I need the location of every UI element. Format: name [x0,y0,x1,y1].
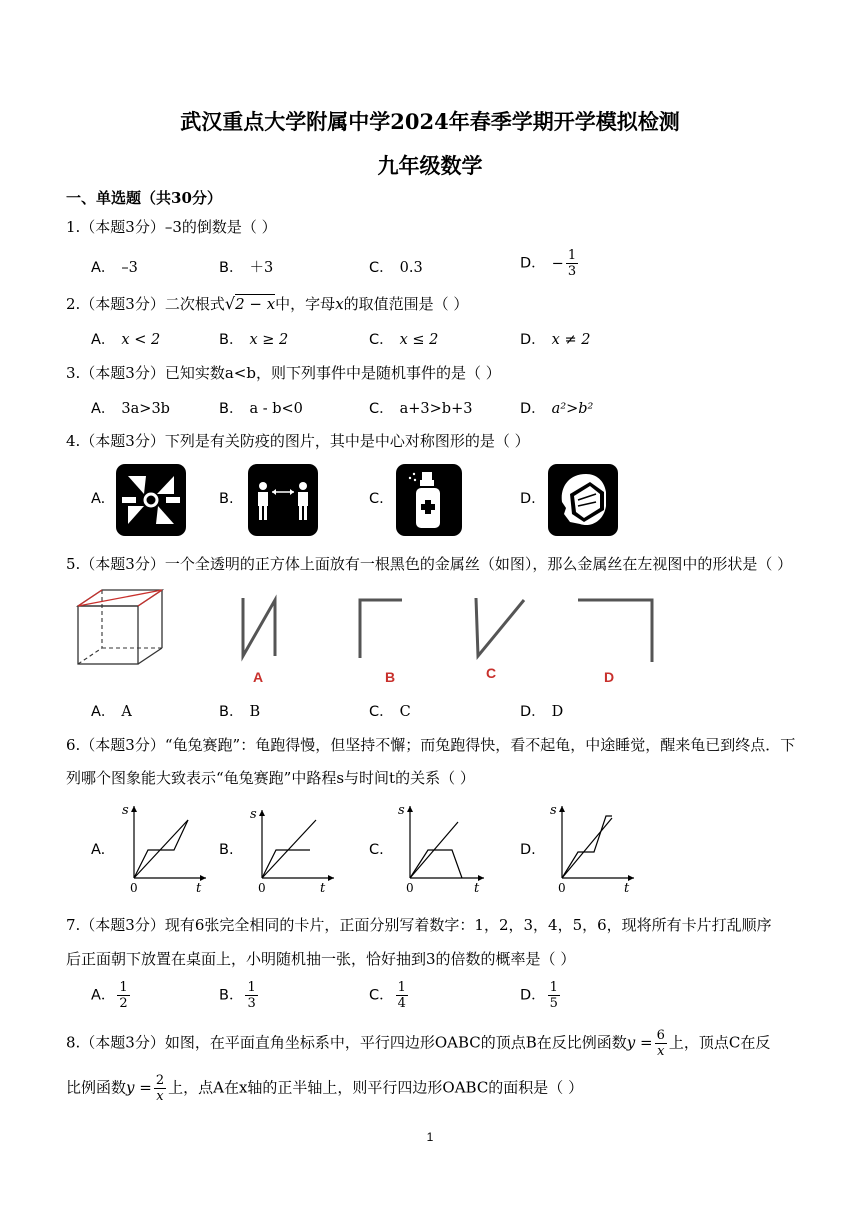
q1-option-b[interactable]: B． ＋3 [219,260,274,276]
question-6-stem-line2: 列哪个图象能大致表示“龟兔赛跑”中路程s与时间t的关系（ ） [66,769,475,787]
q7-option-c[interactable]: C． $\frac{1}{4}$ [369,980,406,1011]
section-heading: 一、单选题（共30分） [66,189,222,207]
svg-text:B: B [385,669,396,685]
q7-option-a[interactable]: A． $\frac{1}{2}$ [91,980,128,1011]
q3-option-c[interactable]: C． a+3>b+3 [369,401,473,417]
q5-option-c[interactable]: C． C [369,704,411,720]
q7-option-b[interactable]: B． $\frac{1}{3}$ [219,980,256,1011]
q6-graph-b [250,804,340,898]
spray-bottle-icon[interactable] [396,464,462,536]
question-8-stem-line1: 8.（本题3分）如图，在平面直角坐标系中，平行四边形OABC的顶点B在反比例函数y = $\frac{6}{x}$ 上，顶点C在反 [66,1028,771,1059]
q2-option-d[interactable]: D． x ≠ 2 [520,332,591,348]
question-1-stem: 1.（本题3分）–3的倒数是（ ） [66,218,277,236]
q5-figure-b [356,596,406,688]
q2-option-a[interactable]: A． x < 2 [91,332,161,348]
svg-text:s: s [550,803,557,818]
q6-graph-d [548,800,638,898]
fan-icon[interactable] [116,464,186,536]
svg-text:A: A [253,669,264,685]
face-mask-icon[interactable] [548,464,618,536]
svg-text:t: t [474,881,480,896]
question-4-stem: 4.（本题3分）下列是有关防疫的图片，其中是中心对称图形的是（ ） [66,432,530,450]
q6-option-b[interactable]: B. [219,842,234,858]
svg-text:s: s [398,803,405,818]
q7-option-d[interactable]: D． $\frac{1}{5}$ [520,980,558,1011]
q5-figure-c [472,594,528,682]
social-distance-icon[interactable] [248,464,318,536]
question-5-stem: 5.（本题3分）一个全透明的正方体上面放有一根黑色的金属丝（如图），那么金属丝在左视图中的形状是（ ） [66,555,793,573]
q6-option-c[interactable]: C. [369,842,384,858]
svg-text:t: t [624,881,630,896]
svg-text:t: t [320,881,326,896]
question-3-stem: 3.（本题3分）已知实数a<b，则下列事件中是随机事件的是（ ） [66,364,501,382]
q5-option-a[interactable]: A． A [91,704,132,720]
q1-option-d[interactable]: D． − $\frac{1}{3}$ [520,248,577,279]
q6-graph-c [396,800,488,898]
svg-text:0: 0 [258,881,266,895]
svg-text:0: 0 [558,881,566,895]
page-subtitle: 九年级数学 [377,153,483,178]
svg-text:0: 0 [130,881,138,895]
svg-text:s: s [250,807,257,822]
q5-option-b[interactable]: B． B [219,704,261,720]
page-number: 1 [426,1130,434,1144]
q3-option-b[interactable]: B． a - b<0 [219,401,303,417]
q4-option-d[interactable]: D. [520,491,536,507]
q1-option-c[interactable]: C． 0.3 [369,260,423,276]
q4-option-a[interactable]: A. [91,491,106,507]
question-8-stem-line2: 比例函数y = $\frac{2}{x}$ 上，点A在x轴的正半轴上，则平行四边形OABC的面积是（ ） [66,1073,584,1104]
q5-figure-d [574,596,658,688]
q3-option-d[interactable]: D． a²>b² [520,401,594,417]
q1-option-a[interactable]: A． –3 [91,260,138,276]
q2-option-b[interactable]: B． x ≥ 2 [219,332,289,348]
question-7-stem-line2: 后正面朝下放置在桌面上，小明随机抽一张，恰好抽到3的倍数的概率是（ ） [66,950,576,968]
cube-with-wire-figure [74,586,166,668]
question-7-stem-line1: 7.（本题3分）现有6张完全相同的卡片，正面分别写着数字：1，2，3，4，5，6，现将所有卡片打乱顺序 [66,916,772,934]
page-title: 武汉重点大学附属中学2024年春季学期开学模拟检测 [180,109,680,134]
question-2-stem: 2.（本题3分）二次根式√2 − x中，字母x的取值范围是（ ） [66,294,469,313]
q4-option-b[interactable]: B. [219,491,234,507]
svg-text:0: 0 [406,881,414,895]
q5-option-d[interactable]: D． D [520,704,564,720]
svg-text:D: D [604,669,615,685]
q6-option-a[interactable]: A. [91,842,106,858]
svg-text:t: t [196,881,202,896]
q2-option-c[interactable]: C． x ≤ 2 [369,332,439,348]
svg-text:s: s [122,803,129,818]
svg-text:C: C [486,665,497,681]
question-6-stem-line1: 6.（本题3分）“龟兔赛跑”：龟跑得慢，但坚持不懈；而兔跑得快，看不起龟，中途睡觉，醒来龟已到终点．下 [66,736,796,754]
q5-figure-a [236,594,282,686]
q4-option-c[interactable]: C. [369,491,384,507]
q6-graph-a [120,800,210,896]
q6-option-d[interactable]: D. [520,842,536,858]
q3-option-a[interactable]: A． 3a>3b [91,401,170,417]
